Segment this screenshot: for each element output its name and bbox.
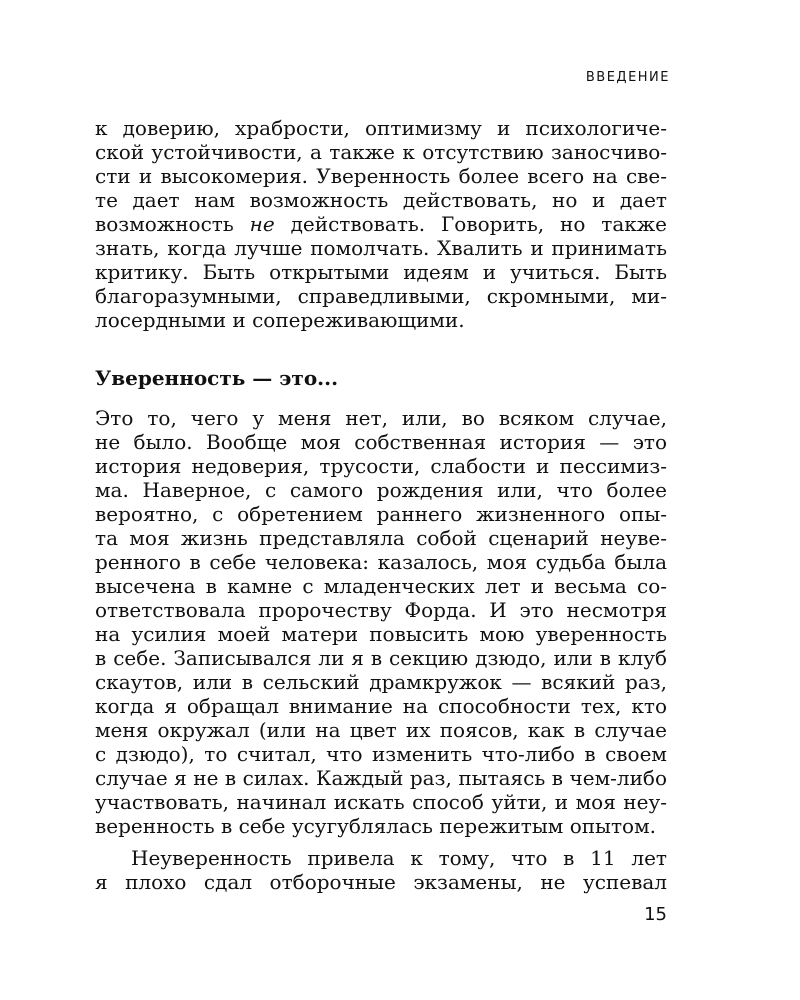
- body-line: высечена в камне с младенческих лет и весьма со-: [95, 574, 667, 598]
- body-line: история недоверия, трусости, слабости и пессимиз-: [95, 454, 667, 478]
- body-line: я плохо сдал отборочные экзамены, не успевал: [95, 870, 667, 894]
- body-line: Это то, чего у меня нет, или, во всяком случае,: [95, 406, 667, 430]
- body-line: к доверию, храбрости, оптимизму и психологиче-: [95, 116, 667, 140]
- body-line: участвовать, начинал искать способ уйти, и моя неу-: [95, 790, 667, 814]
- body-text: действовать. Говорить, но также: [290, 212, 668, 236]
- body-line: [95, 212, 667, 236]
- body-line: с дзюдо), то считал, что изменить что-либо в своем: [95, 742, 667, 766]
- body-line: критику. Быть открытыми идеям и учиться. Быть: [95, 260, 667, 284]
- body-line: сти и высокомерия. Уверенность более всего на све-: [95, 164, 667, 188]
- body-line: Неуверенность привела к тому, что в 11 лет: [131, 846, 667, 870]
- body-line: ской устойчивости, а также к отсутствию заносчиво-: [95, 140, 667, 164]
- body-line: те дает нам возможность действовать, но и дает: [95, 188, 667, 212]
- body-line: на усилия моей матери повысить мою уверенность: [95, 622, 667, 646]
- body-line: знать, когда лучше помолчать. Хвалить и принимать: [95, 236, 667, 260]
- body-line: в себе. Записывался ли я в секцию дзюдо, или в клуб: [95, 646, 667, 670]
- body-line: случае я не в силах. Каждый раз, пытаясь в чем-либо: [95, 766, 667, 790]
- section-heading: Уверенность — это...: [95, 366, 339, 390]
- body-line: когда я обращал внимание на способности тех, кто: [95, 694, 667, 718]
- body-line: ответствовала пророчеству Форда. И это несмотря: [95, 598, 667, 622]
- body-line: меня окружал (или на цвет их поясов, как в случае: [95, 718, 667, 742]
- body-line: лосердными и сопереживающими.: [95, 308, 465, 332]
- running-head: ВВЕДЕНИЕ: [585, 70, 670, 85]
- body-line: не было. Вообще моя собственная история — это: [95, 430, 667, 454]
- body-line: вероятно, с обретением раннего жизненного опы-: [95, 502, 667, 526]
- emphasis-text: не: [249, 212, 275, 236]
- page-number: 15: [644, 904, 667, 925]
- body-line: ма. Наверное, с самого рождения или, что более: [95, 478, 667, 502]
- body-line: веренность в себе усугублялась пережитым опытом.: [95, 814, 656, 838]
- body-line: та моя жизнь представляла собой сценарий неуве-: [95, 526, 667, 550]
- body-line: благоразумными, справедливыми, скромными, ми-: [95, 284, 667, 308]
- body-line: ренного в себе человека: казалось, моя судьба была: [95, 550, 667, 574]
- body-text: возможность: [95, 212, 234, 236]
- body-line: скаутов, или в сельский драмкружок — всякий раз,: [95, 670, 667, 694]
